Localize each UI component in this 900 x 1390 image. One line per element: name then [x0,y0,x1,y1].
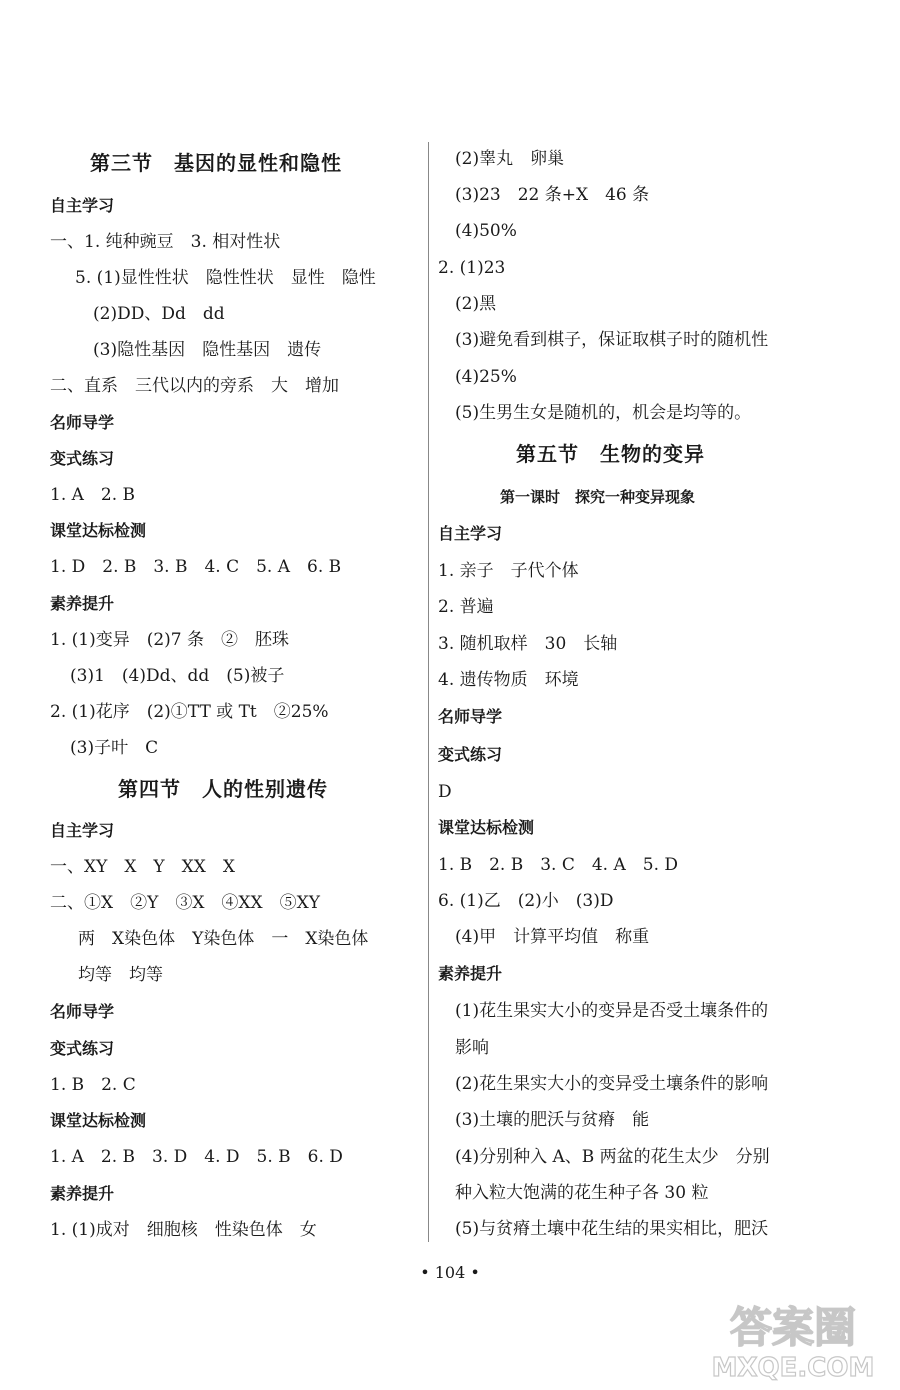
watermark-logo-icon [698,1292,888,1382]
answer-line: (2)花生果实大小的变异受土壤条件的影响 [455,1074,769,1094]
heading: 课堂达标检测 [50,521,147,540]
answer-line: 1. (1)成对 细胞核 性染色体 女 [50,1220,317,1240]
answer-line: 2. (1)花序 (2)①TT 或 Tt ②25% [50,702,329,722]
heading: 名师导学 [438,707,503,726]
answer-line: (2)黑 [455,294,497,314]
heading: 课堂达标检测 [438,818,535,837]
answer-line: 3. 随机取样 30 长轴 [438,634,618,654]
heading: 自主学习 [438,524,503,543]
answer-line: 均等 均等 [78,965,163,985]
answer-line: 二、①X ②Y ③X ④XX ⑤XY [50,893,320,913]
heading: 名师导学 [50,413,115,432]
answer-line: (5)生男生女是随机的，机会是均等的。 [455,403,752,423]
answer-line: (1)花生果实大小的变异是否受土壤条件的 [455,1001,769,1021]
page-number: • 104 • [420,1263,480,1282]
answer-line: 1. 亲子 子代个体 [438,561,579,581]
heading: 变式练习 [50,449,115,468]
answer-line: (3)避免看到棋子，保证取棋子时的随机性 [455,330,769,350]
answer-line: 2. (1)23 [438,258,506,278]
section-title-5: 第五节 生物的变异 [516,442,705,466]
answer-line: 影响 [455,1038,489,1058]
answer-line: (3)23 22 条+X 46 条 [455,185,650,205]
answer-line: 种入粒大饱满的花生种子各 30 粒 [455,1183,709,1203]
answer-line: D [438,782,452,802]
heading: 自主学习 [50,821,115,840]
answer-line: 二、直系 三代以内的旁系 大 增加 [50,376,339,396]
heading: 变式练习 [50,1039,115,1058]
answer-line: (3)1 (4)Dd、dd (5)被子 [70,666,285,686]
heading: 变式练习 [438,745,503,764]
heading: 课堂达标检测 [50,1111,147,1130]
answer-line: 2. 普遍 [438,597,494,617]
heading: 自主学习 [50,196,115,215]
lesson-subtitle: 第一课时 探究一种变异现象 [500,488,696,506]
heading: 名师导学 [50,1002,115,1021]
answer-line: (4)分别种入 A、B 两盆的花生太少 分别 [455,1147,770,1167]
answer-line: (5)与贫瘠土壤中花生结的果实相比，肥沃 [455,1219,769,1239]
answer-line: (3)子叶 C [70,738,159,758]
column-divider [428,142,429,1242]
watermark-line2: MXQE.COM [711,1353,875,1382]
answer-line: 4. 遗传物质 环境 [438,670,579,690]
answer-line: 1. B 2. B 3. C 4. A 5. D [438,855,679,875]
answer-line: 6. (1)乙 (2)小 (3)D [438,891,614,911]
heading: 素养提升 [438,964,503,983]
answer-line: 5. (1)显性性状 隐性性状 显性 隐性 [75,268,376,288]
answer-line: 1. A 2. B [50,485,136,505]
section-title-4: 第四节 人的性别遗传 [118,777,328,801]
answer-line: 1. A 2. B 3. D 4. D 5. B 6. D [50,1147,343,1167]
answer-line: (4)25% [455,367,517,387]
answer-line: (3)隐性基因 隐性基因 遗传 [93,340,322,360]
answer-line: (2)睾丸 卵巢 [455,149,565,169]
answer-line: (2)DD、Dd dd [93,304,225,324]
answer-line: (3)土壤的肥沃与贫瘠 能 [455,1110,650,1130]
answer-line: 两 X染色体 Y染色体 一 X染色体 [78,929,369,949]
answer-line: 一、XY X Y XX X [50,857,235,877]
heading: 素养提升 [50,1184,115,1203]
answer-line: (4)甲 计算平均值 称重 [455,927,650,947]
answer-line: 1. B 2. C [50,1075,136,1095]
answer-line: 1. D 2. B 3. B 4. C 5. A 6. B [50,557,342,577]
heading: 素养提升 [50,594,115,613]
watermark-line1: 答案圈 [729,1303,857,1352]
answer-line: 一、1. 纯种豌豆 3. 相对性状 [50,232,281,252]
answer-line: (4)50% [455,221,517,241]
answer-line: 1. (1)变异 (2)7 条 ② 胚珠 [50,630,290,650]
section-title-3: 第三节 基因的显性和隐性 [90,151,342,175]
